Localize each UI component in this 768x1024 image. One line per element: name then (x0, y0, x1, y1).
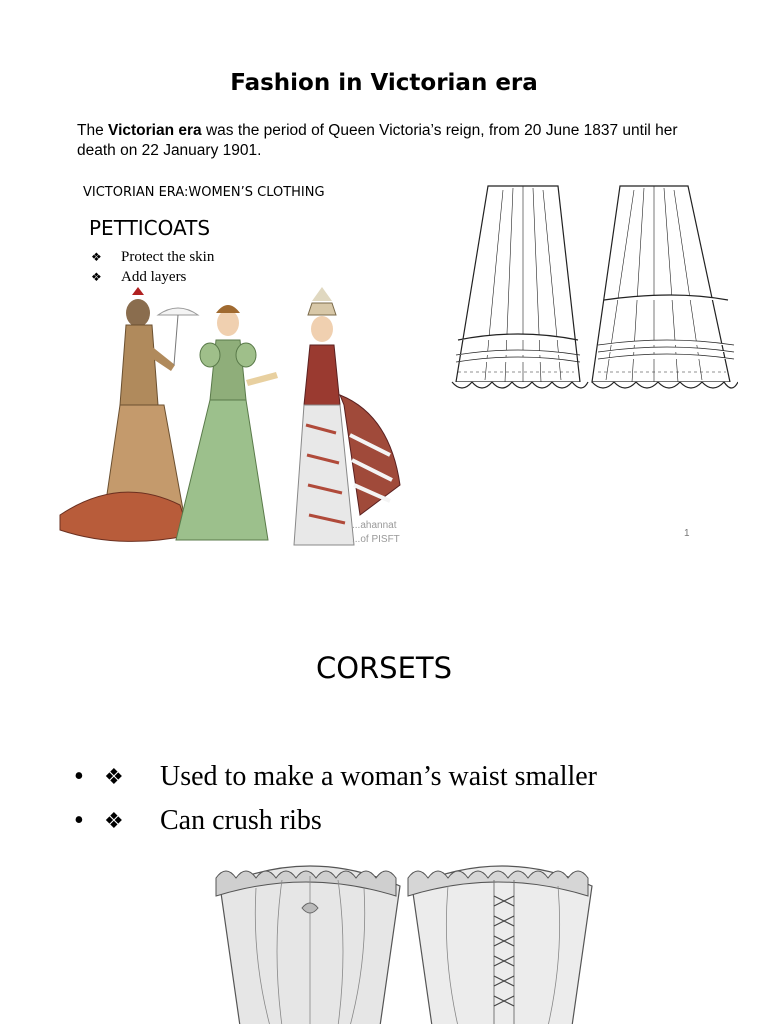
petticoat-back (592, 186, 738, 388)
corsets-heading: CORSETS (315, 651, 453, 685)
intro-paragraph (77, 121, 717, 161)
watermark-line: ...ahannat (352, 520, 397, 531)
diamond-bullet-icon: ❖ (91, 270, 102, 284)
diamond-bullet-icon: ❖ (91, 250, 102, 264)
list-item (74, 799, 597, 843)
petticoats-illustration (448, 180, 738, 415)
list-item (91, 267, 214, 287)
round-bullet-icon: • (74, 761, 84, 792)
round-bullet-icon: • (74, 805, 84, 836)
diamond-bullet-icon: ❖ (104, 808, 124, 833)
bullet-text: Used to make a woman’s waist smaller (160, 761, 598, 792)
woman-green-dress (176, 305, 278, 540)
woman-tan-dress (60, 287, 198, 541)
bullet-text: Add layers (121, 269, 187, 285)
section-subheading: VICTORIAN ERA:WOMEN’S CLOTHING (83, 185, 325, 200)
corset-back (408, 866, 592, 1024)
petticoat-front (452, 186, 588, 388)
corsets-illustration (212, 856, 602, 1024)
list-item (91, 247, 214, 267)
list-item (74, 755, 597, 799)
petticoats-bullet-list (91, 247, 214, 287)
watermark-text (352, 519, 400, 547)
diamond-bullet-icon: ❖ (104, 764, 124, 789)
intro-prefix: The (77, 122, 109, 139)
corsets-bullet-list (74, 755, 597, 843)
watermark-line: ...of PISFT (352, 534, 400, 545)
bullet-text: Protect the skin (121, 249, 215, 265)
woman-bustle-dress (294, 287, 400, 545)
slide-number: 1 (684, 528, 690, 539)
slide-title: Fashion in Victorian era (230, 70, 538, 96)
intro-bold: Victorian era (108, 122, 202, 139)
intro-rest: was the period of Queen Victoria’s reign, from 20 June 1837 until her death on 22 January 1901. (77, 122, 678, 159)
bullet-text: Can crush ribs (160, 805, 322, 836)
corset-front (216, 866, 400, 1024)
petticoats-heading: PETTICOATS (89, 216, 211, 240)
